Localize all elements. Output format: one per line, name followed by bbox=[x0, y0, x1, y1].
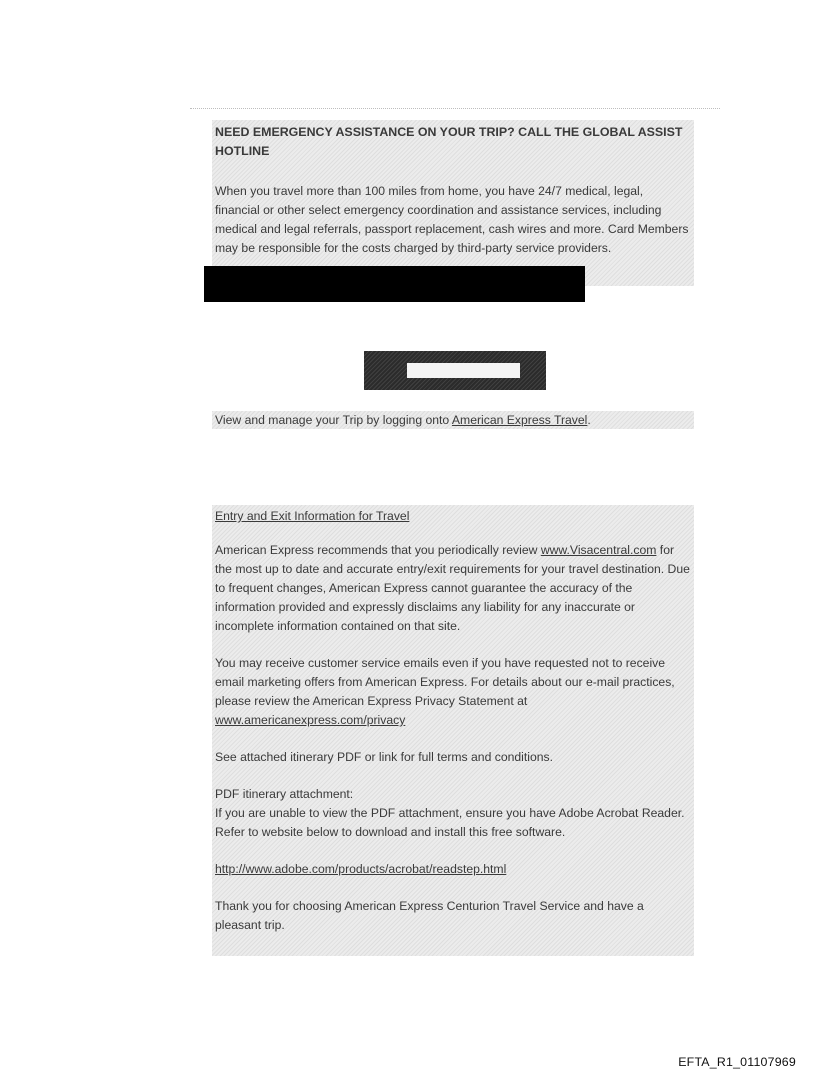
closing-paragraph: Thank you for choosing American Express Centurion Travel Service and have a pleasant trip. bbox=[215, 899, 644, 932]
pdf-heading: PDF itinerary attachment: bbox=[215, 787, 354, 801]
pdf-body: If you are unable to view the PDF attachment, ensure you have Adobe Acrobat Reader. Refer to website below to download and install this free software. bbox=[215, 806, 685, 839]
visacentral-paragraph bbox=[215, 541, 691, 636]
visacentral-text-before: American Express recommends that you periodically review bbox=[215, 543, 541, 557]
button-label-redacted bbox=[407, 363, 520, 378]
adobe-reader-link[interactable]: http://www.adobe.com/products/acrobat/readstep.html bbox=[215, 862, 507, 876]
emergency-heading: NEED EMERGENCY ASSISTANCE ON YOUR TRIP? CALL THE GLOBAL ASSIST HOTLINE bbox=[215, 125, 683, 158]
document-id: EFTA_R1_01107969 bbox=[678, 1055, 796, 1069]
american-express-travel-link[interactable]: American Express Travel bbox=[451, 413, 588, 427]
manage-trip-period: . bbox=[587, 413, 591, 427]
top-divider bbox=[190, 108, 720, 109]
privacy-link[interactable]: www.americanexpress.com/privacy bbox=[215, 713, 406, 727]
redaction-bar bbox=[204, 266, 585, 302]
redacted-action-button[interactable] bbox=[364, 351, 546, 390]
manage-trip-text: View and manage your Trip by logging onto bbox=[215, 413, 452, 427]
terms-paragraph: See attached itinerary PDF or link for full terms and conditions. bbox=[215, 750, 554, 764]
emergency-body: When you travel more than 100 miles from home, you have 24/7 medical, legal, financial or other select emergency coordination and assistance services, including medical and legal referrals, passport replacement, cash wires and more. Card Members may be responsible for the costs charged by third-party service providers. bbox=[215, 184, 689, 255]
privacy-paragraph: You may receive customer service emails even if you have requested not to receive email marketing offers from American Express. For details about our e-mail practices, please review the American Express Privacy Statement at bbox=[215, 656, 675, 708]
manage-trip-line bbox=[212, 411, 694, 429]
entry-exit-panel bbox=[212, 505, 694, 956]
entry-exit-info-link[interactable]: Entry and Exit Information for Travel bbox=[215, 509, 410, 523]
visacentral-text-after: for the most up to date and accurate entry/exit requirements for your travel destination. Due to frequent changes, American Express cannot guarantee the accuracy of the information provided and expressly disclaims any liability for any inaccurate or incomplete information contained on that site. bbox=[215, 543, 690, 633]
visacentral-link[interactable]: www.Visacentral.com bbox=[540, 543, 657, 557]
emergency-assistance-panel bbox=[212, 120, 694, 286]
